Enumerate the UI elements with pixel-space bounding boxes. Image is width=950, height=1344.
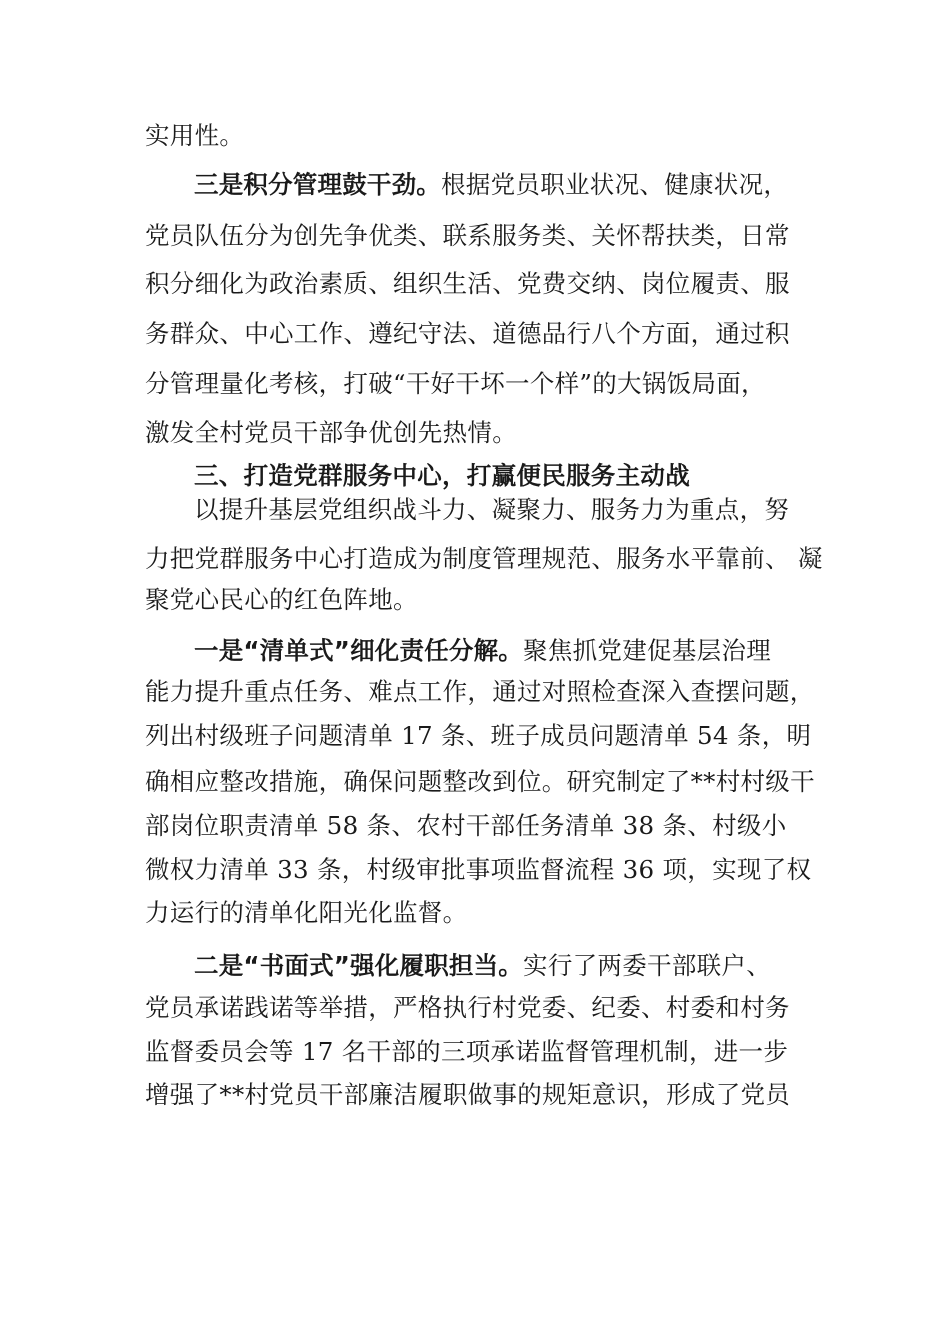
body-text-line: 一是“清单式”细化责任分解。聚焦抓党建促基层治理 <box>194 636 772 665</box>
body-text-line: 聚党心民心的红色阵地。 <box>145 585 418 614</box>
body-text-line: 积分细化为政治素质、组织生活、党费交纳、岗位履责、服 <box>145 269 790 298</box>
body-text-line: 分管理量化考核，打破“干好干坏一个样”的大锅饭局面， <box>145 369 766 398</box>
body-text-line: 部岗位职责清单 58 条、农村干部任务清单 38 条、村级小 <box>145 811 787 840</box>
body-text-line: 党员承诺践诺等举措，严格执行村党委、纪委、村委和村务 <box>145 993 790 1022</box>
body-text-line: 力运行的清单化阳光化监督。 <box>145 898 468 927</box>
paragraph-lead: 二是“书面式”强化履职担当。 <box>194 951 524 980</box>
body-text-line: 实用性。 <box>145 121 245 150</box>
body-text-line: 增强了**村党员干部廉洁履职做事的规矩意识，形成了党员 <box>145 1080 791 1109</box>
paragraph-lead: 一是“清单式”细化责任分解。 <box>194 636 524 665</box>
body-text-line: 二是“书面式”强化履职担当。实行了两委干部联户、 <box>194 951 772 980</box>
body-text-line: 以提升基层党组织战斗力、凝聚力、服务力为重点，努 <box>194 495 790 524</box>
body-text-line: 务群众、中心工作、遵纪守法、道德品行八个方面，通过积 <box>145 319 790 348</box>
section-heading: 三、打造党群服务中心，打赢便民服务主动战 <box>194 461 690 490</box>
body-text-line: 监督委员会等 17 名干部的三项承诺监督管理机制，进一步 <box>145 1037 789 1066</box>
paragraph-lead: 三是积分管理鼓干劲。 <box>194 170 441 199</box>
body-text-line: 能力提升重点任务、难点工作，通过对照检查深入查摆问题， <box>145 677 815 706</box>
body-text-line: 力把党群服务中心打造成为制度管理规范、服务水平靠前、 凝 <box>145 544 823 573</box>
body-text-line: 三是积分管理鼓干劲。根据党员职业状况、健康状况， <box>194 170 789 199</box>
body-text-line: 列出村级班子问题清单 17 条、班子成员问题清单 54 条，明 <box>145 721 812 750</box>
body-text-line: 确相应整改措施，确保问题整改到位。研究制定了**村村级干 <box>145 767 815 796</box>
body-text-line: 微权力清单 33 条，村级审批事项监督流程 36 项，实现了权 <box>145 855 812 884</box>
body-text-line: 党员队伍分为创先争优类、联系服务类、关怀帮扶类，日常 <box>145 221 790 250</box>
body-text-line: 激发全村党员干部争优创先热情。 <box>145 418 517 447</box>
